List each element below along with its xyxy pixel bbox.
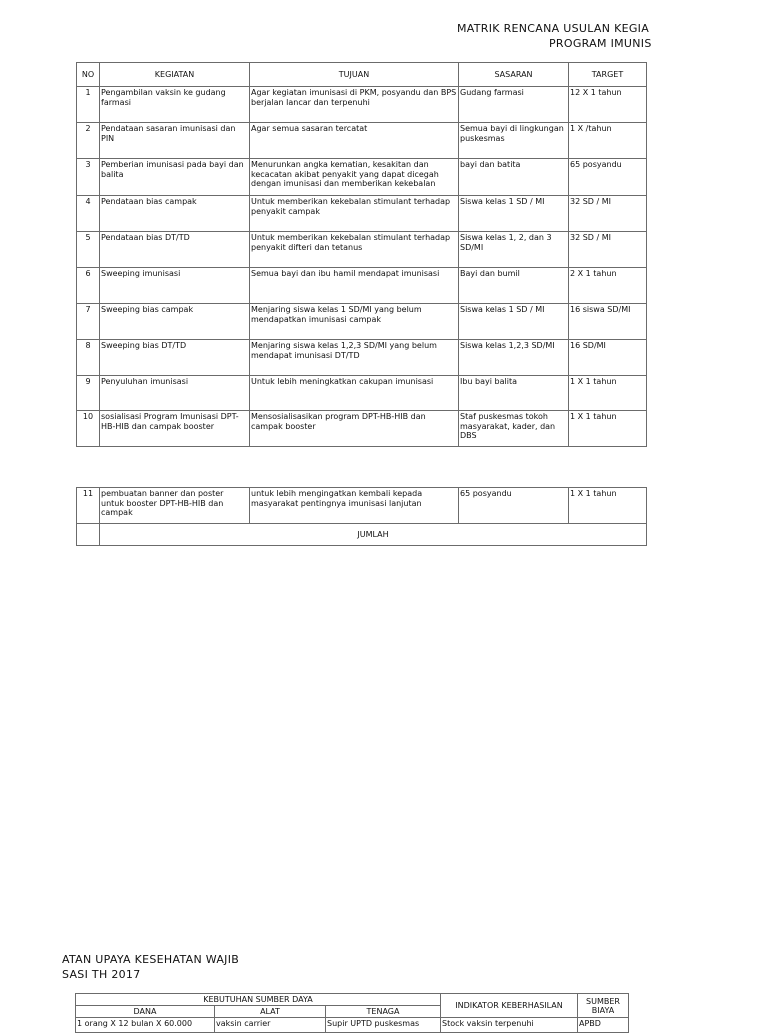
cell-target: 16 SD/MI	[569, 340, 647, 376]
table-row	[77, 232, 647, 268]
table-row	[77, 123, 647, 159]
cell-sasaran: Bayi dan bumil	[459, 268, 569, 304]
column-header-target: TARGET	[569, 63, 647, 87]
cell-no: 10	[77, 411, 100, 447]
cell-indikator: Stock vaksin terpenuhi	[441, 1018, 578, 1033]
page-title-line1: MATRIK RENCANA USULAN KEGIA	[457, 22, 650, 35]
table-header-row	[77, 63, 647, 87]
table-row	[77, 340, 647, 376]
jumlah-label: JUMLAH	[100, 524, 647, 546]
cell-sasaran: Siswa kelas 1, 2, dan 3 SD/MI	[459, 232, 569, 268]
cell-target: 32 SD / MI	[569, 232, 647, 268]
cell-target: 32 SD / MI	[569, 196, 647, 232]
header-dana: DANA	[76, 1006, 215, 1018]
cell-no: 1	[77, 87, 100, 123]
cell-no: 9	[77, 376, 100, 411]
cell-sasaran: Semua bayi di lingkungan puskesmas	[459, 123, 569, 159]
cell-no: 5	[77, 232, 100, 268]
table-row	[77, 196, 647, 232]
cell-target: 1 X 1 tahun	[569, 488, 647, 524]
cell-kegiatan: Pendataan bias DT/TD	[100, 232, 250, 268]
cell-kegiatan: Pendataan sasaran imunisasi dan PIN	[100, 123, 250, 159]
table-row	[77, 411, 647, 447]
table-row	[77, 159, 647, 196]
header-sumber-biaya: SUMBER BIAYA	[578, 994, 629, 1018]
cell-target: 1 X 1 tahun	[569, 411, 647, 447]
cell-sasaran: Ibu bayi balita	[459, 376, 569, 411]
cell-sasaran: Gudang farmasi	[459, 87, 569, 123]
table-row	[77, 304, 647, 340]
cell-empty	[77, 524, 100, 546]
cell-sasaran: Siswa kelas 1 SD / MI	[459, 304, 569, 340]
cell-no: 7	[77, 304, 100, 340]
cell-no: 11	[77, 488, 100, 524]
cell-no: 4	[77, 196, 100, 232]
cell-target: 12 X 1 tahun	[569, 87, 647, 123]
column-header-no: NO	[77, 63, 100, 87]
cell-sumber: APBD	[578, 1018, 629, 1033]
cell-kegiatan: Sweeping imunisasi	[100, 268, 250, 304]
table-row	[77, 376, 647, 411]
header-alat: ALAT	[215, 1006, 326, 1018]
cell-target: 1 X /tahun	[569, 123, 647, 159]
cell-target: 1 X 1 tahun	[569, 376, 647, 411]
cell-target: 16 siswa SD/MI	[569, 304, 647, 340]
cell-tujuan: Mensosialisasikan program DPT-HB-HIB dan campak booster	[250, 411, 459, 447]
cell-tujuan: Untuk memberikan kekebalan stimulant terhadap penyakit campak	[250, 196, 459, 232]
cell-kegiatan: Pemberian imunisasi pada bayi dan balita	[100, 159, 250, 196]
cell-tujuan: Agar semua sasaran tercatat	[250, 123, 459, 159]
cell-tujuan: Menjaring siswa kelas 1 SD/MI yang belum mendapatkan imunisasi campak	[250, 304, 459, 340]
header-kebutuhan-sumber-daya: KEBUTUHAN SUMBER DAYA	[76, 994, 441, 1006]
table-row	[76, 1018, 629, 1033]
header-tenaga: TENAGA	[326, 1006, 441, 1018]
cell-tujuan: Menjaring siswa kelas 1,2,3 SD/MI yang belum mendapat imunisasi DT/TD	[250, 340, 459, 376]
cell-tujuan: Menurunkan angka kematian, kesakitan dan kecacatan akibat penyakit yang dapat dicegah dengan imunisasi dan memberikan kekebalan	[250, 159, 459, 196]
cell-tujuan: untuk lebih mengingatkan kembali kepada masyarakat pentingnya imunisasi lanjutan	[250, 488, 459, 524]
cell-sasaran: bayi dan batita	[459, 159, 569, 196]
cell-alat: vaksin carrier	[215, 1018, 326, 1033]
total-row	[77, 524, 647, 546]
table-row	[77, 268, 647, 304]
cell-kegiatan: Pengambilan vaksin ke gudang farmasi	[100, 87, 250, 123]
cell-target: 65 posyandu	[569, 159, 647, 196]
activity-matrix-table	[76, 62, 647, 447]
resource-needs-table	[75, 993, 629, 1033]
header-indikator: INDIKATOR KEBERHASILAN	[441, 994, 578, 1018]
cell-sasaran: 65 posyandu	[459, 488, 569, 524]
cell-kegiatan: Pendataan bias campak	[100, 196, 250, 232]
cell-tujuan: Semua bayi dan ibu hamil mendapat imunisasi	[250, 268, 459, 304]
cell-tenaga: Supir UPTD puskesmas	[326, 1018, 441, 1033]
cell-dana: 1 orang X 12 bulan X 60.000	[76, 1018, 215, 1033]
cell-tujuan: Agar kegiatan imunisasi di PKM, posyandu dan BPS berjalan lancar dan terpenuhi	[250, 87, 459, 123]
cell-tujuan: Untuk memberikan kekebalan stimulant terhadap penyakit difteri dan tetanus	[250, 232, 459, 268]
cell-tujuan: Untuk lebih meningkatkan cakupan imunisasi	[250, 376, 459, 411]
cell-target: 2 X 1 tahun	[569, 268, 647, 304]
cell-sasaran: Siswa kelas 1 SD / MI	[459, 196, 569, 232]
cell-no: 6	[77, 268, 100, 304]
cell-kegiatan: Penyuluhan imunisasi	[100, 376, 250, 411]
cell-kegiatan: sosialisasi Program Imunisasi DPT-HB-HIB dan campak booster	[100, 411, 250, 447]
table-row	[77, 87, 647, 123]
table-header-row	[76, 994, 629, 1006]
cell-kegiatan: Sweeping bias DT/TD	[100, 340, 250, 376]
activity-matrix-table-continued	[76, 487, 647, 546]
column-header-tujuan: TUJUAN	[250, 63, 459, 87]
cell-sasaran: Siswa kelas 1,2,3 SD/MI	[459, 340, 569, 376]
column-header-sasaran: SASARAN	[459, 63, 569, 87]
cell-no: 8	[77, 340, 100, 376]
cell-kegiatan: pembuatan banner dan poster untuk booster DPT-HB-HIB dan campak	[100, 488, 250, 524]
cell-no: 2	[77, 123, 100, 159]
table-row	[77, 488, 647, 524]
cell-no: 3	[77, 159, 100, 196]
cell-sasaran: Staf puskesmas tokoh masyarakat, kader, dan DBS	[459, 411, 569, 447]
cell-kegiatan: Sweeping bias campak	[100, 304, 250, 340]
column-header-kegiatan: KEGIATAN	[100, 63, 250, 87]
page-title-line2: PROGRAM IMUNIS	[549, 37, 652, 50]
bottom-title-line1: ATAN UPAYA KESEHATAN WAJIB	[62, 953, 240, 966]
bottom-title-line2: SASI TH 2017	[62, 968, 141, 981]
